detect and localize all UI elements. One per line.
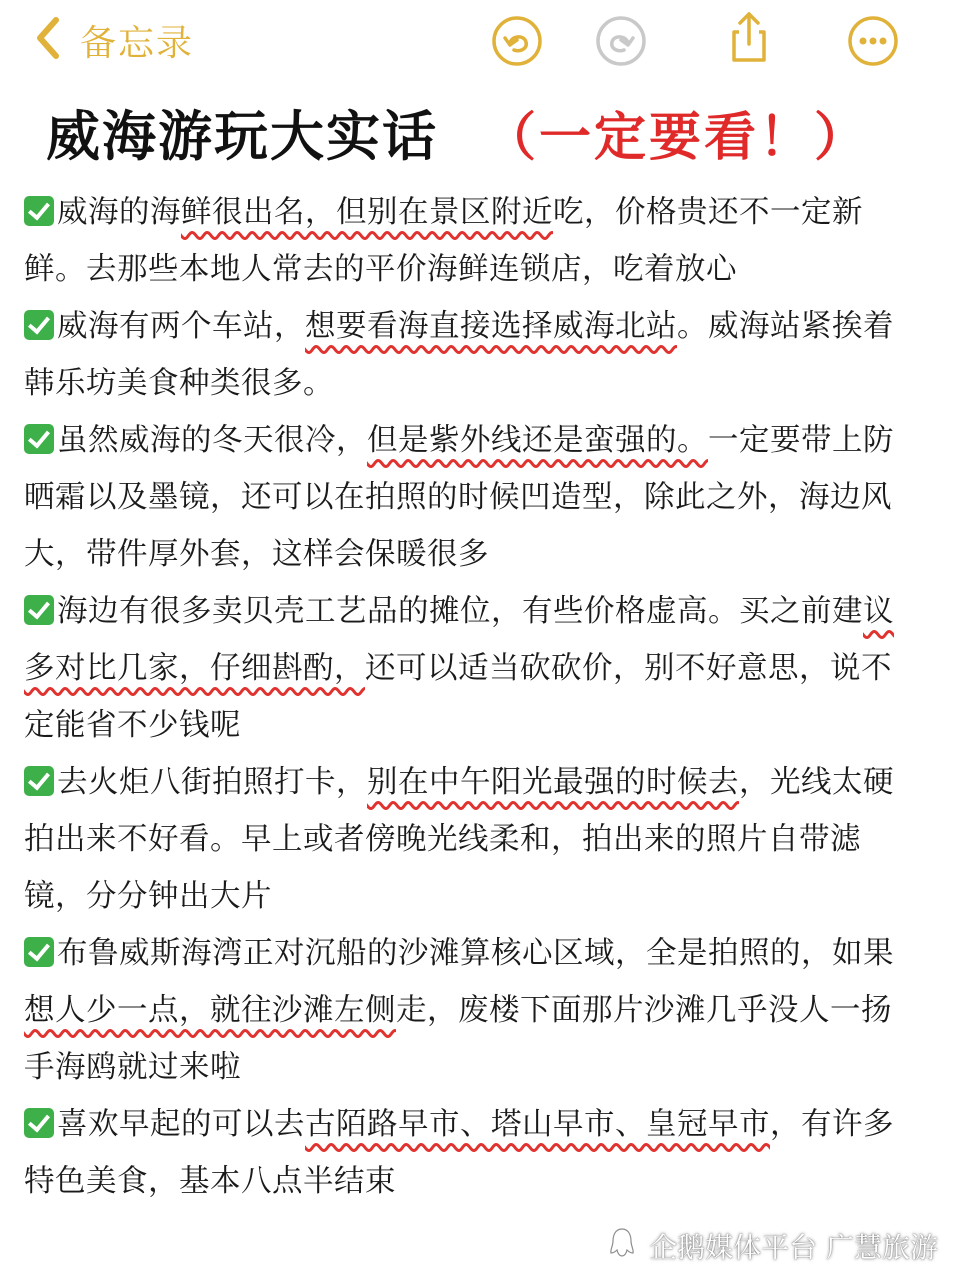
note-title-row: [46, 92, 926, 172]
check-mark-icon: [24, 595, 54, 625]
watermark-text: 企鹅媒体平台 广慧旅游: [649, 1231, 938, 1264]
tip-paragraph-3[interactable]: [24, 412, 916, 583]
more-icon: [846, 53, 900, 72]
tip-paragraph-1[interactable]: [24, 184, 916, 298]
undo-button[interactable]: [490, 14, 544, 68]
note-body[interactable]: [24, 184, 916, 1210]
tip-text: 一定要带上防晒霜以及墨镜，还可以在拍照的时候凹造型，除此之外，海边风大，带件厚外套，这样会保暖很多: [24, 423, 894, 572]
back-button[interactable]: [30, 14, 194, 66]
undo-icon: [490, 53, 544, 72]
tip-highlight: 想人少一点，就往沙滩左侧: [24, 993, 396, 1028]
tip-highlight: 别在中午阳光最强的时候去: [367, 765, 739, 800]
note-title[interactable]: 威海游玩大实话: [46, 104, 438, 168]
check-mark-icon: [24, 1108, 54, 1138]
check-mark-icon: [24, 310, 54, 340]
check-mark-icon: [24, 196, 54, 226]
tip-paragraph-5[interactable]: [24, 754, 916, 925]
tip-text: 去火炬八街拍照打卡，: [57, 765, 367, 800]
tip-paragraph-2[interactable]: [24, 298, 916, 412]
title-note[interactable]: （一定要看！）: [484, 107, 870, 168]
chevron-left-icon: [30, 14, 66, 66]
tip-text: 威海有两个车站，: [57, 309, 305, 344]
tip-paragraph-4[interactable]: [24, 583, 916, 754]
tip-text: ，有许多特色美食，基本八点半结束: [24, 1107, 894, 1199]
tip-text: 走，废楼下面那片沙滩几乎没人一扬手海鸥就过来啦: [24, 993, 892, 1085]
tip-text: 海边有很多卖贝壳工艺品的摊位，有些价格虚高。买之前建: [57, 594, 863, 629]
notes-toolbar: [0, 0, 958, 84]
watermark: [605, 1226, 938, 1266]
tip-highlight: 但是紫外线还是蛮强的。: [367, 423, 708, 458]
redo-button[interactable]: [594, 14, 648, 68]
tip-text: 。威海站紧挨着韩乐坊美食种类很多。: [24, 309, 894, 401]
tip-highlight: 古陌路早市、塔山早市、皇冠早市: [305, 1107, 770, 1142]
check-mark-icon: [24, 424, 54, 454]
tip-highlight: 议多对比几家，仔细斟酌，: [24, 594, 894, 686]
share-icon: [722, 49, 776, 68]
tip-text: ，光线太硬拍出来不好看。早上或者傍晚光线柔和，拍出来的照片自带滤镜，分分钟出大片: [24, 765, 894, 914]
tip-text: 布鲁威斯海湾正对沉船的沙滩算核心区域，全是拍照的，如果: [57, 936, 894, 971]
tip-text: 还可以适当砍砍价，别不好意思，说不定能省不少钱呢: [24, 651, 892, 743]
tip-text: 威海的海: [57, 195, 181, 230]
tip-highlight: 想要看海直接选择威海北站: [305, 309, 677, 344]
tip-text: 吃，价格贵还不一定新鲜。去那些本地人常去的平价海鲜连锁店，吃着放心: [24, 195, 863, 287]
back-label: 备忘录: [80, 22, 195, 64]
tip-paragraph-7[interactable]: [24, 1096, 916, 1210]
check-mark-icon: [24, 766, 54, 796]
tip-text: 喜欢早起的可以去: [57, 1107, 305, 1142]
redo-icon: [594, 53, 648, 72]
share-button[interactable]: [722, 10, 776, 64]
more-button[interactable]: [846, 14, 900, 68]
tip-highlight: 鲜很出名，但别在景区附近: [181, 195, 553, 230]
tip-paragraph-6[interactable]: [24, 925, 916, 1096]
check-mark-icon: [24, 937, 54, 967]
tip-text: 虽然威海的冬天很冷，: [57, 423, 367, 458]
penguin-logo-icon: [605, 1226, 649, 1267]
